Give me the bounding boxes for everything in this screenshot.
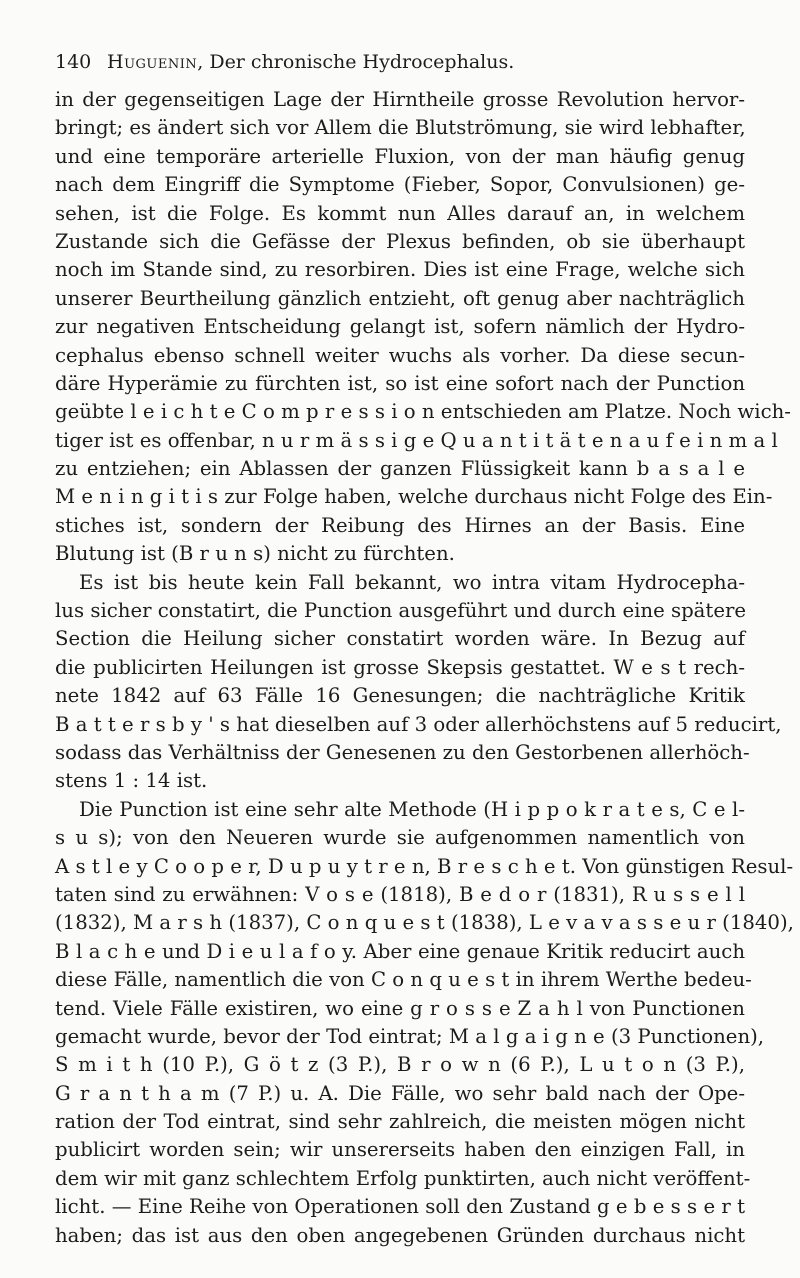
text-line: zu entziehen; ein Ablassen der ganzen Flüssigkeit kann b a s a l e: [55, 457, 745, 481]
text-line: nach dem Eingriff die Symptome (Fieber, Sopor, Convulsionen) ge-: [55, 173, 745, 197]
text-line: publicirt worden sein; wir unsererseits haben den einzigen Fall, in: [55, 1138, 745, 1162]
running-header: [55, 50, 745, 74]
text-line: und eine temporäre arterielle Fluxion, von der man häufig genug: [55, 144, 745, 168]
text-line: noch im Stande sind, zu resorbiren. Dies ist eine Frage, welche sich: [55, 258, 745, 282]
text-line: diese Fälle, namentlich die von C o n q u e s t in ihrem Werthe bedeu-: [55, 968, 752, 992]
text-line: Zustande sich die Gefässe der Plexus befinden, ob sie überhaupt: [55, 229, 745, 253]
text-line: licht. — Eine Reihe von Operationen soll den Zustand g e b e s s e r t: [55, 1195, 745, 1219]
text-line: Blutung ist (B r u n s) nicht zu fürchten.: [55, 542, 455, 566]
page-number: 140: [55, 51, 92, 73]
text-line: Section die Heilung sicher constatirt worden wäre. In Bezug auf: [55, 627, 745, 651]
text-line: nete 1842 auf 63 Fälle 16 Genesungen; die nachträgliche Kritik: [55, 684, 745, 708]
text-line: G r a n t h a m (7 P.) u. A. Die Fälle, wo sehr bald nach der Ope-: [55, 1081, 745, 1105]
text-line: tend. Viele Fälle existiren, wo eine g r o s s e Z a h l von Punctionen: [55, 996, 745, 1020]
text-line: sehen, ist die Folge. Es kommt nun Alles darauf an, in welchem: [55, 201, 745, 225]
text-line: haben; das ist aus den oben angegebenen Gründen durchaus nicht: [55, 1223, 745, 1247]
text-line: dem wir mit ganz schlechtem Erfolg punktirten, auch nicht veröffent-: [55, 1166, 751, 1190]
header-title: , Der chronische Hydrocephalus.: [197, 51, 515, 73]
text-line: A s t l e y C o o p e r, D u p u y t r e n, B r e s c h e t. Von günstigen Resul-: [55, 854, 794, 878]
text-line: s u s); von den Neueren wurde sie aufgenommen namentlich von: [55, 826, 745, 850]
text-line: M e n i n g i t i s zur Folge haben, welche durchaus nicht Folge des Ein-: [55, 485, 773, 509]
text-line: zur negativen Entscheidung gelangt ist, sofern nämlich der Hydro-: [55, 315, 745, 339]
text-line: in der gegenseitigen Lage der Hirntheile grosse Revolution hervor-: [55, 88, 745, 111]
text-line: sodass das Verhältniss der Genesenen zu den Gestorbenen allerhöch-: [55, 740, 750, 764]
text-line: tiger ist es offenbar, n u r m ä s s i g e Q u a n t i t ä t e n a u f e i n m a l: [55, 428, 778, 452]
text-line: däre Hyperämie zu fürchten ist, so ist eine sofort nach der Punction: [55, 371, 745, 395]
text-line: gemacht wurde, bevor der Tod eintrat; M a l g a i g n e (3 Punctionen),: [55, 1024, 765, 1048]
text-line: bringt; es ändert sich vor Allem die Blutströmung, sie wird lebhafter,: [55, 116, 746, 140]
text-line: taten sind zu erwähnen: V o s e (1818), B e d o r (1831), R u s s e l l: [55, 882, 745, 906]
text-line: Die Punction ist eine sehr alte Methode (H i p p o k r a t e s, C e l-: [79, 797, 745, 821]
text-line: unserer Beurtheilung gänzlich entzieht, oft genug aber nachträglich: [55, 286, 745, 310]
text-line: die publicirten Heilungen ist grosse Skepsis gestattet. W e s t rech-: [55, 655, 745, 679]
text-line: Es ist bis heute kein Fall bekannt, wo intra vitam Hydrocepha-: [79, 570, 745, 594]
text-line: B l a c h e und D i e u l a f o y. Aber eine genaue Kritik reducirt auch: [55, 939, 745, 963]
text-line: ration der Tod eintrat, sind sehr zahlreich, die meisten mögen nicht: [55, 1110, 745, 1134]
body-text: [55, 86, 794, 1250]
text-line: S m i t h (10 P.), G ö t z (3 P.), B r o w n (6 P.), L u t o n (3 P.),: [55, 1053, 745, 1077]
text-line: B a t t e r s b y ' s hat dieselben auf 3 oder allerhöchstens auf 5 reducirt,: [55, 712, 782, 736]
header-author: Huguenin: [107, 51, 198, 73]
text-line: lus sicher constatirt, die Punction ausgeführt und durch eine spätere: [55, 599, 747, 623]
text-line: geübte l e i c h t e C o m p r e s s i o n entschieden am Platze. Noch wich-: [55, 400, 791, 424]
text-line: (1832), M a r s h (1837), C o n q u e s t (1838), L e v a v a s s e u r (1840),: [55, 911, 794, 935]
text-line: stiches ist, sondern der Reibung des Hirnes an der Basis. Eine: [55, 513, 745, 537]
text-line: stens 1 : 14 ist.: [55, 769, 208, 793]
text-line: cephalus ebenso schnell weiter wuchs als vorher. Da diese secun-: [55, 343, 745, 367]
